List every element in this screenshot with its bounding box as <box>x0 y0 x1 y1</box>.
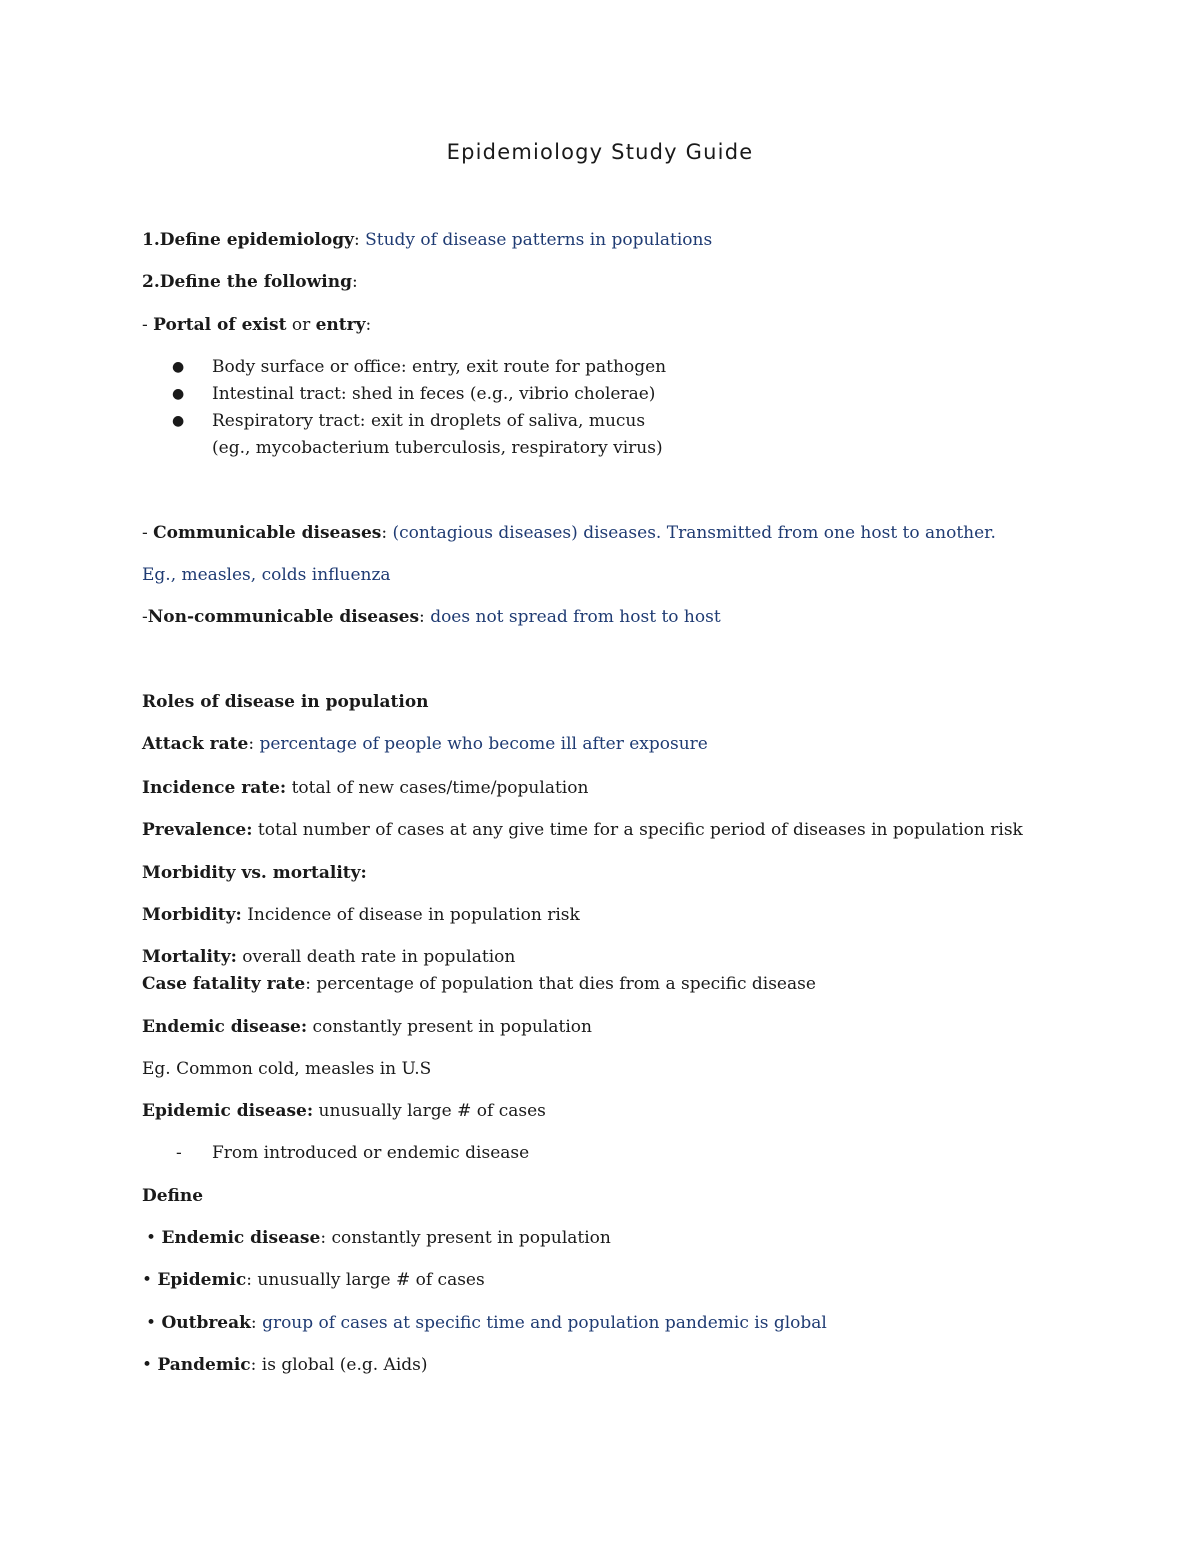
case-fatality-line <box>142 973 816 995</box>
define-epidemic-line <box>142 1269 485 1291</box>
mortality-line <box>142 946 515 968</box>
endemic-line <box>142 1016 592 1038</box>
portal-line <box>142 314 371 336</box>
incidence-rate-answer: total of new cases/time/population <box>286 778 589 798</box>
q2-label: 2.Define the following <box>142 272 352 292</box>
define-epidemic-term: Epidemic <box>157 1270 247 1290</box>
q1-answer: Study of disease patterns in populations <box>365 230 713 250</box>
morb-vs-mort-line <box>142 862 367 884</box>
define-epidemic-answer: : unusually large # of cases <box>246 1270 485 1290</box>
communicable-term: Communicable diseases <box>153 523 382 543</box>
document-title: Epidemiology Study Guide <box>446 140 754 164</box>
communicable-line <box>142 522 996 544</box>
define-endemic-term: Endemic disease <box>161 1228 321 1248</box>
define-heading-text: Define <box>142 1186 204 1206</box>
define-pandemic-answer: : is global (e.g. Aids) <box>250 1355 428 1375</box>
portal-term1: Portal of exist <box>153 315 287 335</box>
q2-line <box>142 271 358 293</box>
morbidity-line <box>142 904 580 926</box>
define-outbreak-sep: : <box>250 1313 263 1333</box>
noncommunicable-answer: does not spread from host to host <box>430 607 721 627</box>
prevalence-line <box>142 819 1023 841</box>
define-outbreak-answer: group of cases at specific time and population pandemic is global <box>262 1313 827 1333</box>
portal-sep: : <box>365 315 372 335</box>
define-outbreak-line <box>146 1312 827 1334</box>
case-fatality-term: Case fatality rate <box>142 974 306 994</box>
communicable-example: Eg., measles, colds influenza <box>142 565 391 585</box>
epidemic-line <box>142 1100 546 1122</box>
incidence-rate-term: Incidence rate: <box>142 778 287 798</box>
morbidity-term: Morbidity: <box>142 905 242 925</box>
epidemic-term: Epidemic disease: <box>142 1101 314 1121</box>
portal-bullet-2: Intestinal tract: shed in feces (e.g., vibrio cholerae) <box>212 384 656 404</box>
attack-rate-line <box>142 733 708 755</box>
morb-vs-mort-text: Morbidity vs. mortality: <box>142 863 367 883</box>
q1-label: 1.Define epidemiology <box>142 230 354 250</box>
portal-bullet-3: Respiratory tract: exit in droplets of saliva, mucus <box>212 411 646 431</box>
noncommunicable-line <box>142 606 721 628</box>
attack-rate-term: Attack rate <box>142 734 249 754</box>
morbidity-answer: Incidence of disease in population risk <box>241 905 580 925</box>
define-pandemic-term: Pandemic <box>157 1355 251 1375</box>
portal-bullet-3-cont: (eg., mycobacterium tuberculosis, respiratory virus) <box>212 438 663 458</box>
portal-bullet-1: Body surface or office: entry, exit route for pathogen <box>212 357 667 377</box>
bullet-icon: • <box>146 1228 157 1248</box>
communicable-sep: : <box>381 523 393 543</box>
noncommunicable-term: Non-communicable diseases <box>147 607 420 627</box>
communicable-answer: (contagious diseases) diseases. Transmitted from one host to another. <box>392 523 996 543</box>
endemic-example: Eg. Common cold, measles in U.S <box>142 1059 432 1079</box>
bullet-icon: • <box>142 1270 153 1290</box>
define-outbreak-term: Outbreak <box>161 1313 251 1333</box>
endemic-term: Endemic disease: <box>142 1017 308 1037</box>
prevalence-term: Prevalence: <box>142 820 253 840</box>
portal-term2: entry <box>315 315 366 335</box>
q1-line <box>142 229 712 251</box>
roles-heading <box>142 691 429 713</box>
q1-sep: : <box>353 230 360 250</box>
epidemic-sub-dash: - <box>176 1143 182 1163</box>
define-pandemic-line <box>142 1354 428 1376</box>
noncommunicable-dash: - <box>142 607 148 627</box>
incidence-rate-line <box>142 777 588 799</box>
bullet-icon: ● <box>172 386 185 402</box>
define-endemic-answer: : constantly present in population <box>320 1228 611 1248</box>
portal-dash: - <box>142 315 154 335</box>
define-heading <box>142 1185 203 1207</box>
bullet-icon: • <box>146 1313 157 1333</box>
mortality-answer: overall death rate in population <box>236 947 516 967</box>
prevalence-answer: total number of cases at any give time for a specific period of diseases in population risk <box>252 820 1023 840</box>
attack-rate-answer: percentage of people who become ill after exposure <box>259 734 708 754</box>
noncommunicable-sep: : <box>419 607 431 627</box>
epidemic-answer: unusually large # of cases <box>313 1101 546 1121</box>
q2-sep: : <box>351 272 358 292</box>
portal-or: or <box>286 315 316 335</box>
epidemic-sub-text: From introduced or endemic disease <box>212 1143 530 1163</box>
bullet-icon: • <box>142 1355 153 1375</box>
bullet-icon: ● <box>172 359 185 375</box>
roles-heading-text: Roles of disease in population <box>142 692 429 712</box>
endemic-answer: constantly present in population <box>307 1017 592 1037</box>
case-fatality-answer: : percentage of population that dies from a specific disease <box>305 974 816 994</box>
mortality-term: Mortality: <box>142 947 237 967</box>
bullet-icon: ● <box>172 413 185 429</box>
define-endemic-line <box>146 1227 611 1249</box>
communicable-dash: - <box>142 523 154 543</box>
attack-rate-sep: : <box>248 734 260 754</box>
